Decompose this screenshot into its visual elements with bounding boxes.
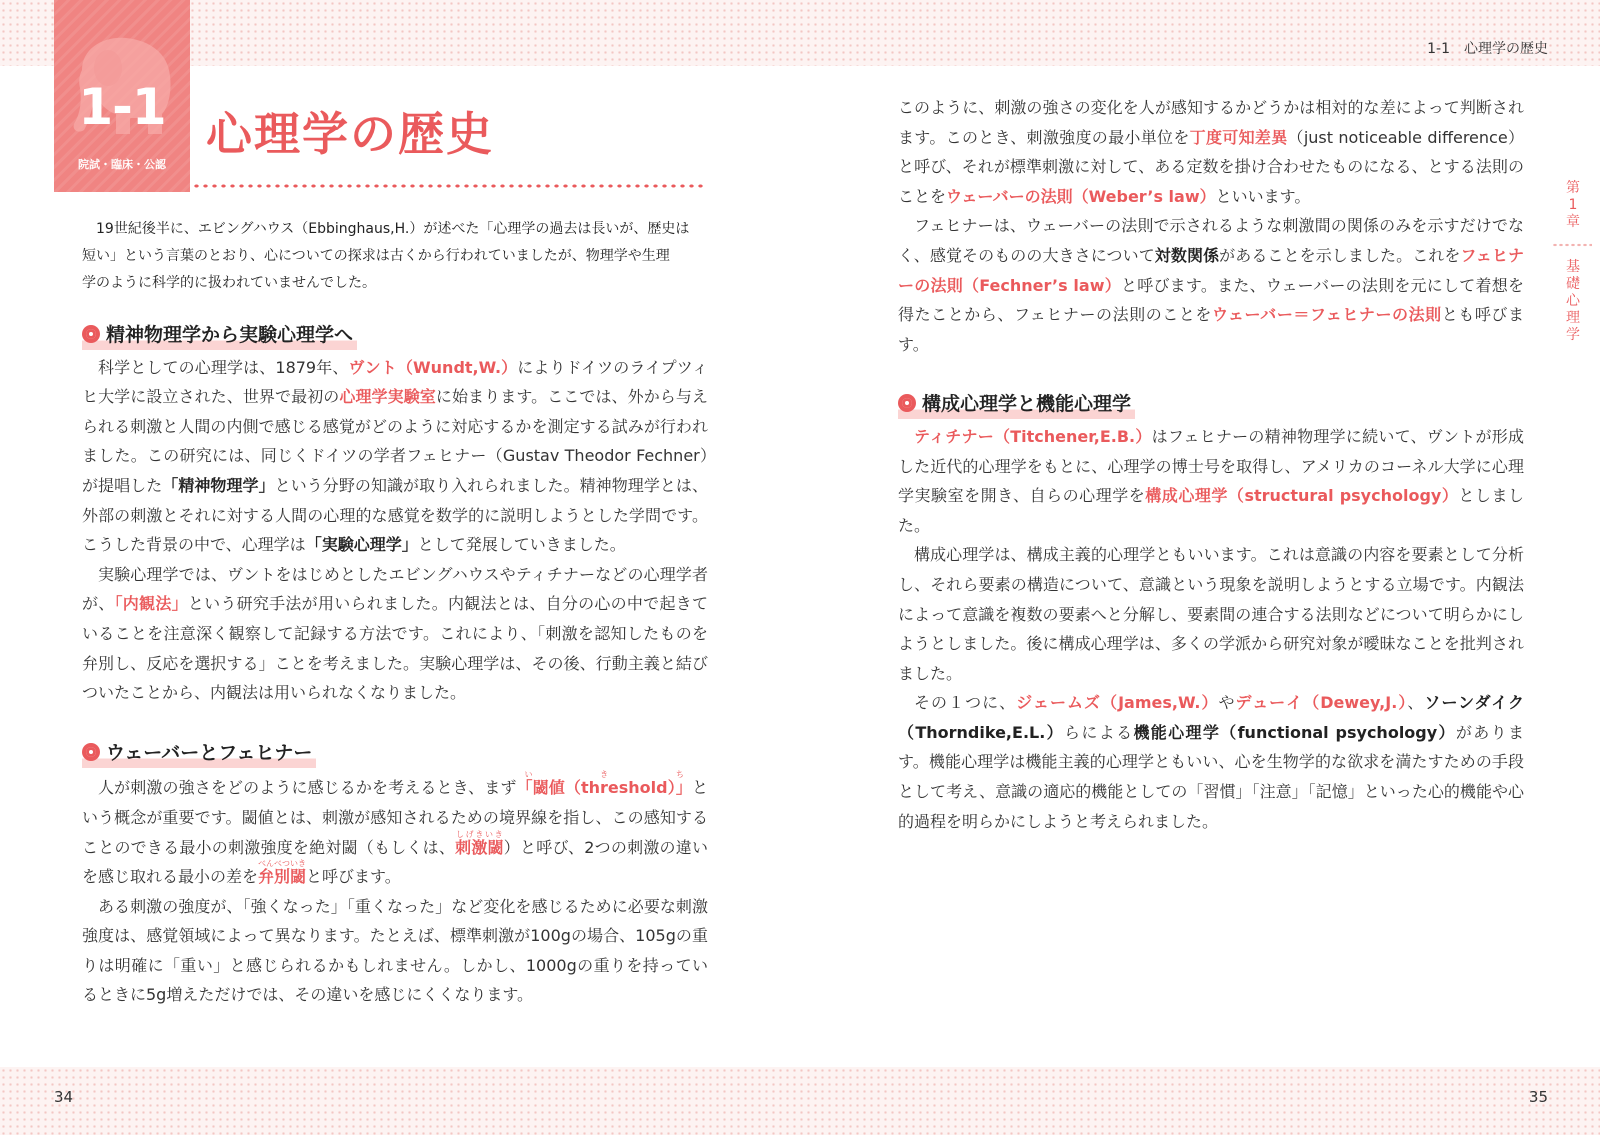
paragraph: フェヒナーは、ウェーバーの法則で示されるような刺激間の関係のみを示すだけでなく、感覚そのものの大きさについて対数関係があることを示しました。これをフェヒナーの法則（Fechner’s law）と呼びます。また、ウェーバーの法則を元にして着想を得たことから、フェヒナーの法則のことをウェーバー＝フェヒナーの法則とも呼びます。 — [898, 216, 1524, 354]
paragraph: このように、刺激の強さの変化を人が感知するかどうかは相対的な差によって判断されます。このとき、刺激強度の最小単位を丁度可知差異（just noticeable difference）と呼び、それが標準刺激に対して、ある定数を掛け合わせたものになる、とする法則のことをウェーバーの法則（Weber’s law）といいます。 — [898, 98, 1524, 206]
section-tab — [54, 0, 190, 192]
term-threshold: 「閾値（threshold）」いきち — [516, 770, 692, 798]
intro-line: 19世紀後半に、エビングハウス（Ebbinghaus,H.）が述べた「心理学の過去は長いが、歴史は — [96, 221, 690, 237]
term-lab: 心理学実験室 — [339, 387, 436, 407]
paragraph: 人が刺激の強さをどのように感じるかを考えるとき、まず「閾値（threshold）」いきちという概念が重要です。閾値とは、刺激が感知されるための境界線を指し、この感知することのできる最小の刺激強度を絶対閾（もしくは、刺激閾しげきいき）と呼び、2つの刺激の違いを感じ取れる最小の差を弁別閾べんべついきと呼びます。 — [82, 770, 708, 887]
running-head: 1-1 心理学の歴史 — [1427, 41, 1548, 57]
paragraph: 構成心理学は、構成主義的心理学ともいいます。これは意識の内容を要素として分析し、それら要素の構造について、意識という現象を説明しようとする立場です。内観法によって意識を複数の要素へと分解し、要素間の連合する法則などについて明らかにしようとしました。後に構成心理学は、多くの学派から研究対象が曖昧なことを批判されました。 — [898, 545, 1524, 683]
page-title: 心理学の歴史 — [206, 107, 494, 161]
bullseye-icon — [82, 325, 100, 343]
top-dot-band — [0, 0, 1600, 66]
side-index-divider — [1552, 243, 1592, 247]
term-dewey: デューイ（Dewey,J.） — [1235, 693, 1408, 713]
term-james: ジェームズ（James,W.） — [1016, 693, 1219, 713]
term-psychophysics: 「精神物理学」 — [162, 475, 275, 495]
term-thorndike: ソーンダイク（Thorndike,E.L.） — [898, 693, 1524, 742]
section-heading: ウェーバーとフェヒナー — [82, 738, 316, 768]
section-heading: 構成心理学と機能心理学 — [898, 389, 1135, 419]
paragraph: ある刺激の強度が、「強くなった」「重くなった」など変化を感じるために必要な刺激強度は、感覚領域によって異なります。たとえば、標準刺激が100gの場合、105gの重りは明確に「重い」と感じられるかもしれません。しかし、1000gの重りを持っているときに5g増えただけでは、その違いを感じにくくなります。 — [82, 896, 708, 1005]
right-column — [898, 93, 1524, 836]
paragraph: 実験心理学では、ヴントをはじめとしたエビングハウスやティチナーなどの心理学者が、「内観法」という研究手法が用いられました。内観法とは、自分の心の中で起きていることを注意深く観察して記録する方法です。これにより、「刺激を認知したものを弁別し、反応を選択する」ことを考えました。実験心理学は、その後、行動主義と結びついたことから、内観法は用いられなくなりました。 — [82, 564, 708, 703]
intro-line: 学のように科学的に扱われていませんでした。 — [82, 275, 376, 291]
paragraph: 科学としての心理学は、1879年、ヴント（Wundt,W.）によりドイツのライプツィヒ大学に設立された、世界で最初の心理学実験室に始まります。ここでは、外から与えられる刺激と人間の内側で感じる感覚がどのように対応するかを測定する試みが行われました。この研究には、同じくドイツの学者フェヒナー（Gustav Theodor Fechner）が提唱した「精神物理学」という分野の知識が取り入れられました。精神物理学とは、外部の刺激とそれに対する人間の心理的な感覚を数学的に説明しようとした学問です。こうした背景の中で、心理学は「実験心理学」として発展していきました。 — [82, 357, 708, 555]
exam-tag: 院試・臨床・公認 — [78, 158, 166, 171]
page-number-left: 34 — [54, 1088, 74, 1106]
term-weber-law: ウェーバーの法則（Weber’s law） — [946, 186, 1216, 206]
term-jnd: 丁度可知差異 — [1189, 127, 1288, 147]
term-weber-fechner: ウェーバー＝フェヒナーの法則 — [1212, 305, 1442, 325]
term-titchener: ティチナー（Titchener,E.B.） — [914, 426, 1152, 446]
term-functional: 機能心理学（functional psychology） — [1133, 722, 1456, 742]
intro-paragraph — [82, 216, 704, 297]
section-number: 1-1 — [78, 78, 166, 136]
paragraph: ティチナー（Titchener,E.B.）はフェヒナーの精神物理学に続いて、ヴントが形成した近代的心理学をもとに、心理学の博士号を取得し、アメリカのコーネル大学に心理学実験室を開き、自らの心理学を構成心理学（structural psychology）としました。 — [898, 426, 1524, 535]
term-structural: 構成心理学（structural psychology） — [1145, 486, 1459, 506]
paragraph: その１つに、ジェームズ（James,W.）やデューイ（Dewey,J.）、ソーンダイク（Thorndike,E.L.）らによる機能心理学（functional psychology）があります。機能心理学は機能主義的心理学ともいい、心を生物学的な欲求を満たすための手段として考え、意識の適応的機能としての「習慣」「注意」「記憶」といった心的機能や心的過程を明らかにしようと考えられました。 — [898, 693, 1524, 831]
left-column — [82, 320, 708, 1010]
title-underline-dots — [192, 183, 707, 189]
term-wundt: ヴント（Wundt,W.） — [348, 357, 518, 377]
chapter-side-index: 第 1 章 基 礎 心 理 学 — [1562, 180, 1584, 344]
term-experimental: 「実験心理学」 — [305, 535, 418, 555]
bottom-dot-band — [0, 1067, 1600, 1135]
term-fechner-law: フェヒナーの法則（Fechner’s law） — [898, 245, 1524, 295]
bullseye-icon — [82, 743, 100, 761]
section-heading: 精神物理学から実験心理学へ — [82, 320, 357, 350]
term-difference-threshold: 弁別閾べんべついき — [258, 859, 307, 887]
page-number-right: 35 — [1528, 1088, 1548, 1106]
term-stimulus-threshold: 刺激閾しげきいき — [455, 829, 504, 857]
term-log-relation: 対数関係 — [1154, 245, 1220, 265]
bullseye-icon — [898, 394, 916, 412]
term-introspection: 「内観法」 — [114, 594, 188, 614]
intro-line: 短い」という言葉のとおり、心についての探求は古くから行われていましたが、物理学や生理 — [82, 248, 670, 264]
